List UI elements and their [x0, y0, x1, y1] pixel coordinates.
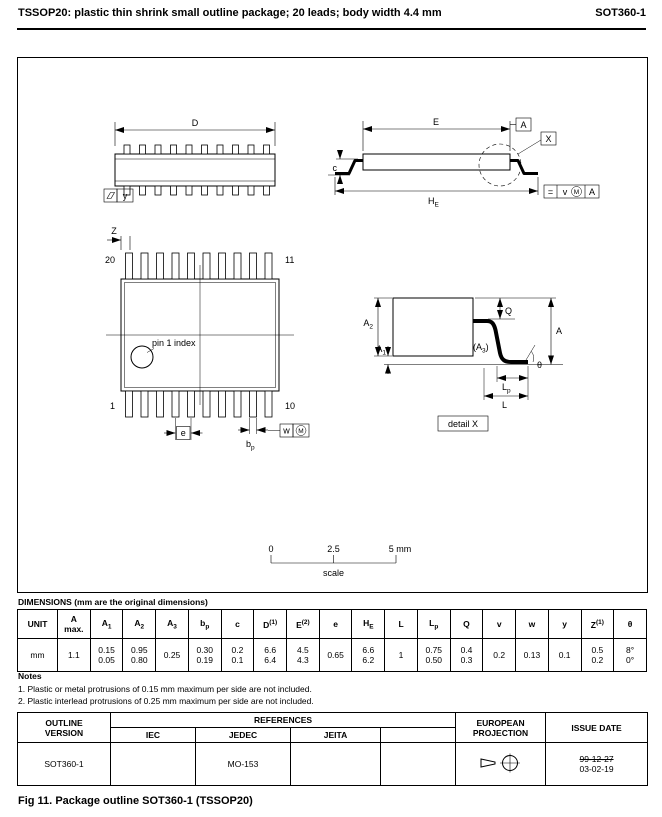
- ref-extra-header: [381, 728, 456, 743]
- label-detail-x-ref: X: [545, 134, 552, 144]
- top-view: [104, 118, 275, 202]
- label-tol1-v: v: [562, 187, 568, 197]
- label-lp: $L_p$: [502, 382, 511, 395]
- dim-value: 0.75 0.50: [417, 639, 450, 672]
- dim-value: 0.4 0.3: [450, 639, 483, 672]
- dim-value: 0.95 0.80: [123, 639, 156, 672]
- header-rule: [17, 28, 646, 30]
- jedec-header: JEDEC: [196, 728, 291, 743]
- label-bp: $b_p$: [246, 439, 255, 452]
- dimensions-table: [17, 609, 647, 672]
- scale-zero-label: 0: [268, 544, 274, 554]
- dim-value: 0.30 0.19: [188, 639, 221, 672]
- label-tol1-m: M: [573, 189, 580, 196]
- scale-end-label: 5 mm: [388, 544, 412, 554]
- label-q: Q: [505, 306, 513, 316]
- label-c: c: [332, 163, 337, 173]
- dim-col-header: $A_1$: [90, 610, 123, 639]
- dimensions-title: DIMENSIONS (mm are the original dimensions): [18, 597, 208, 607]
- dim-value: 1: [385, 639, 418, 672]
- label-tol1-datum: A: [588, 187, 596, 197]
- label-a-total: A: [556, 326, 563, 336]
- note-1: 1. Plastic or metal protrusions of 0.15 mm maximum per side are not included.: [18, 684, 312, 694]
- notes: [18, 671, 314, 706]
- dim-value: 0.2: [483, 639, 516, 672]
- dim-col-header: UNIT: [18, 610, 58, 639]
- dim-value: 1.1: [58, 639, 91, 672]
- jeita-header: JEITA: [291, 728, 381, 743]
- dim-col-header: $D^{(1)}$: [254, 610, 287, 639]
- dim-col-header: $A_3$: [156, 610, 189, 639]
- package-code: SOT360-1: [595, 7, 646, 19]
- detail-body: [393, 298, 473, 356]
- dim-col-header: $A_2$: [123, 610, 156, 639]
- references-table: [17, 712, 648, 786]
- label-tol2-w: w: [283, 425, 290, 436]
- label-detail-x: detail X: [447, 419, 479, 429]
- pin-20-label: 20: [104, 255, 115, 265]
- label-he: $H_E$: [428, 196, 439, 209]
- pin-view: [105, 226, 309, 452]
- issue-date-new: 03-02-19: [579, 764, 614, 774]
- dim-value: 0.65: [319, 639, 352, 672]
- dim-col-header: $L_p$: [417, 610, 450, 639]
- dim-value: 0.1: [548, 639, 581, 672]
- dim-col-header: $H_E$: [352, 610, 385, 639]
- dim-value: 0.25: [156, 639, 189, 672]
- dim-value: 6.6 6.2: [352, 639, 385, 672]
- label-z: Z: [111, 226, 117, 236]
- projection-symbol-cell: [456, 743, 546, 786]
- european-projection-icon: [478, 752, 524, 774]
- side-view: [328, 117, 599, 209]
- dim-col-header: c: [221, 610, 254, 639]
- label-l: L: [502, 400, 508, 410]
- figure-label: Fig 11.: [18, 795, 53, 807]
- dim-col-header: $Z^{(1)}$: [581, 610, 614, 639]
- label-e-width: E: [432, 117, 440, 127]
- dim-value: 4.5 4.3: [287, 639, 320, 672]
- references-header: REFERENCES: [111, 713, 456, 728]
- jeita-value: [291, 743, 381, 786]
- dim-col-header: e: [319, 610, 352, 639]
- dim-col-header: A max.: [58, 610, 91, 639]
- top-view-leads-top: [124, 145, 270, 154]
- figure-text: Package outline SOT360-1 (TSSOP20): [55, 795, 253, 807]
- dim-value: 0.13: [516, 639, 549, 672]
- label-datum-a: A: [520, 120, 527, 130]
- note-2: 2. Plastic interlead protrusions of 0.25 mm maximum per side are not included.: [18, 696, 314, 706]
- dim-col-header: $E^{(2)}$: [287, 610, 320, 639]
- pin-view-leads-top: [126, 253, 273, 279]
- figure-box: [17, 57, 648, 593]
- label-pitch-e: e: [180, 428, 186, 438]
- label-y: y: [122, 191, 128, 201]
- dim-unit-value: mm: [18, 639, 58, 672]
- dim-col-header: v: [483, 610, 516, 639]
- iec-value: [111, 743, 196, 786]
- side-view-left-lead: [332, 161, 363, 174]
- scale-bar: [268, 544, 411, 578]
- dim-col-header: L: [385, 610, 418, 639]
- dim-col-header: y: [548, 610, 581, 639]
- pin-10-label: 10: [285, 401, 296, 411]
- dim-col-header: Q: [450, 610, 483, 639]
- scale-caption: scale: [322, 568, 345, 578]
- detail-x-view: [363, 298, 563, 431]
- dim-value: 0.5 0.2: [581, 639, 614, 672]
- european-projection-header: EUROPEAN PROJECTION: [456, 713, 546, 743]
- label-tol1-symbol: =: [547, 187, 554, 197]
- dim-col-header: w: [516, 610, 549, 639]
- top-view-leads-bottom: [124, 186, 270, 195]
- pin-1-label: 1: [109, 401, 115, 411]
- label-a1: $A_1$: [376, 344, 386, 357]
- ref-extra-value: [381, 743, 456, 786]
- pin-view-leads-bottom: [126, 391, 273, 417]
- label-a2: $A_2$: [363, 318, 373, 331]
- dim-value: 0.2 0.1: [221, 639, 254, 672]
- notes-title: Notes: [18, 671, 42, 681]
- pin1-index-label: pin 1 index: [152, 338, 196, 348]
- flatness-symbol-icon: [107, 193, 115, 199]
- side-view-right-lead: [510, 161, 538, 174]
- dim-col-header: $b_p$: [188, 610, 221, 639]
- issue-date-header: ISSUE DATE: [546, 713, 648, 743]
- detail-x-circle: [479, 144, 521, 186]
- dim-value: 6.6 6.4: [254, 639, 287, 672]
- page-title: TSSOP20: plastic thin shrink small outline package; 20 leads; body width 4.4 mm: [18, 7, 442, 19]
- pin1-index-circle: [131, 346, 153, 368]
- outline-version-value: SOT360-1: [18, 743, 111, 786]
- dim-value: 8° 0°: [614, 639, 647, 672]
- jedec-value: MO-153: [196, 743, 291, 786]
- label-a3: $(A_3)$: [473, 342, 489, 355]
- pin-11-label: 11: [285, 255, 295, 265]
- dim-col-header: θ: [614, 610, 647, 639]
- figure-caption: [18, 795, 253, 807]
- label-theta: θ: [537, 360, 543, 370]
- issue-date-value: [546, 743, 648, 786]
- side-view-body: [363, 154, 510, 170]
- label-d: D: [191, 118, 199, 128]
- iec-header: IEC: [111, 728, 196, 743]
- package-outline-drawing: [18, 58, 647, 592]
- outline-version-header: OUTLINE VERSION: [18, 713, 111, 743]
- issue-date-old: 99-12-27: [579, 754, 614, 764]
- label-tol2-m: M: [298, 428, 304, 435]
- dim-value: 0.15 0.05: [90, 639, 123, 672]
- scale-mid-label: 2.5: [327, 544, 340, 554]
